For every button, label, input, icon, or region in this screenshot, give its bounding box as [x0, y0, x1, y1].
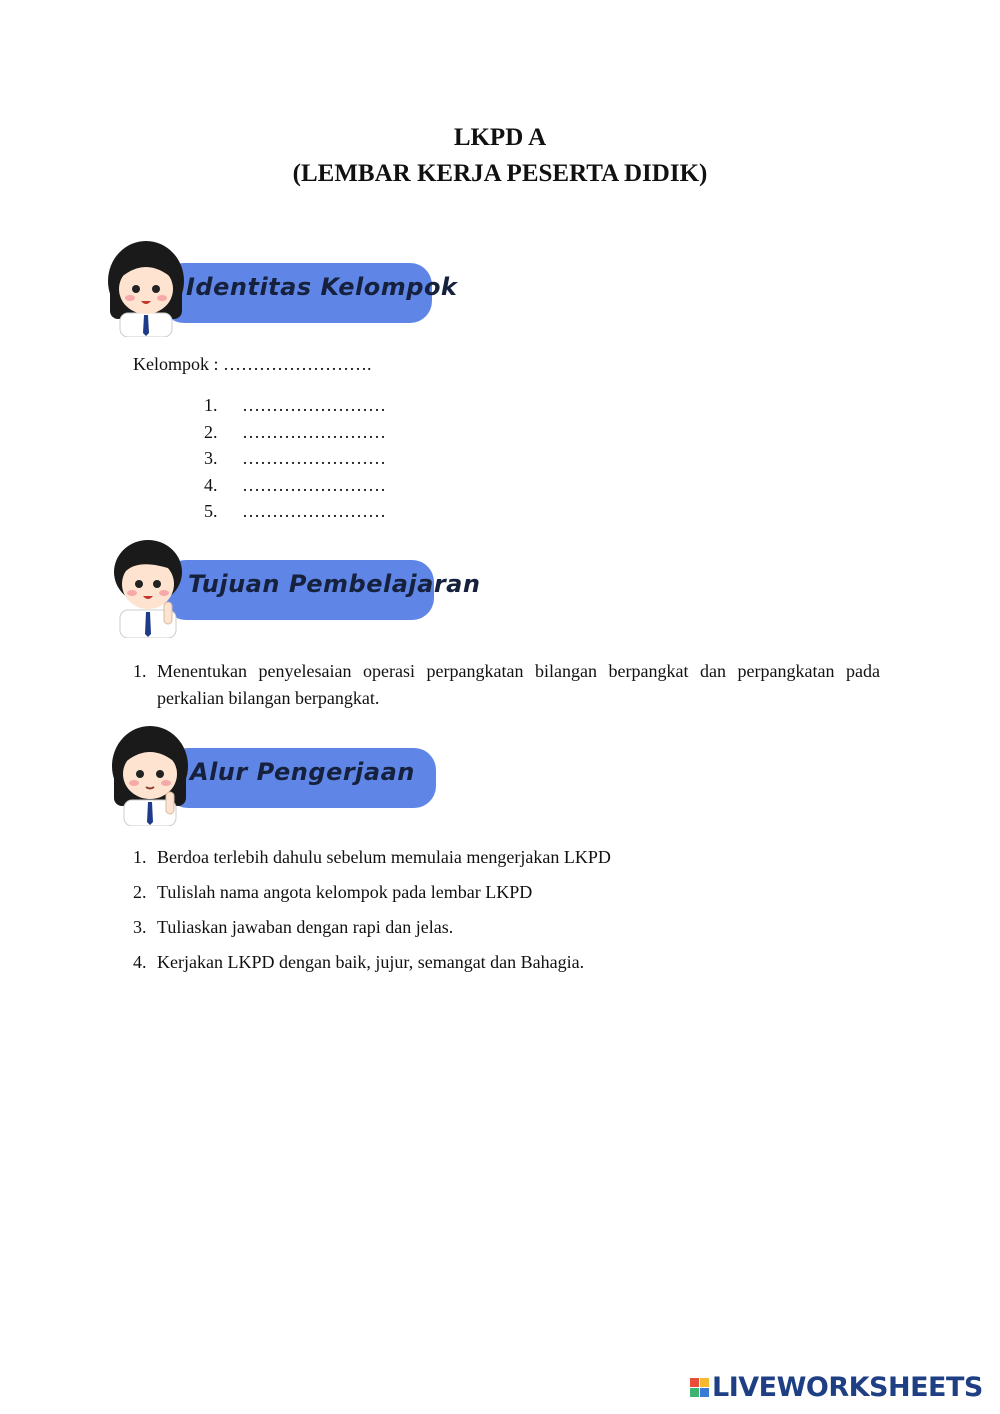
logo-text: LIVEWORKSHEETS: [712, 1372, 983, 1403]
list-item[interactable]: 1. ……………………: [204, 395, 386, 415]
girl-student-icon: [102, 237, 192, 337]
list-item[interactable]: 4. ……………………: [204, 474, 386, 495]
list-item[interactable]: 3. ……………………: [204, 448, 386, 468]
objectives-banner: [104, 534, 481, 638]
workflow-banner: [106, 722, 436, 826]
group-name-field[interactable]: Kelompok : …………………….: [133, 354, 372, 374]
identity-banner-label: Identitas Kelompok: [186, 273, 458, 301]
objectives-banner-label: Tujuan Pembelajaran: [188, 570, 481, 598]
worksheet-title: LKPD A: [453, 124, 547, 151]
workflow-banner-label: Alur Pengerjaan: [190, 758, 415, 786]
list-item[interactable]: 5. ……………………: [204, 501, 386, 521]
list-item: 1. Berdoa terlebih dahulu sebelum memulaia mengerjakan LKPD: [133, 847, 611, 867]
workflow-list: [133, 845, 880, 985]
liveworksheets-logo[interactable]: [690, 1372, 983, 1403]
member-list: [204, 392, 386, 525]
logo-blocks-icon: [690, 1378, 709, 1397]
list-item: 2. Tulislah nama angota kelompok pada lembar LKPD: [133, 882, 533, 902]
worksheet-subtitle: (LEMBAR KERJA PESERTA DIDIK): [292, 160, 708, 187]
list-item[interactable]: 2. ……………………: [204, 421, 386, 442]
list-item: 4. Kerjakan LKPD dengan baik, jujur, semangat dan Bahagia.: [133, 952, 585, 972]
boy-student-icon: [104, 534, 194, 638]
girl-student-icon: [106, 722, 196, 826]
identity-banner: [102, 237, 458, 341]
objectives-list: [133, 658, 880, 712]
list-item: 3. Tuliaskan jawaban dengan rapi dan jelas.: [133, 917, 454, 937]
list-item: 1. Menentukan penyelesaian operasi perpangkatan bilangan berpangkat dan perpangkatan pada perkalian bilangan berpangkat.: [133, 661, 880, 708]
